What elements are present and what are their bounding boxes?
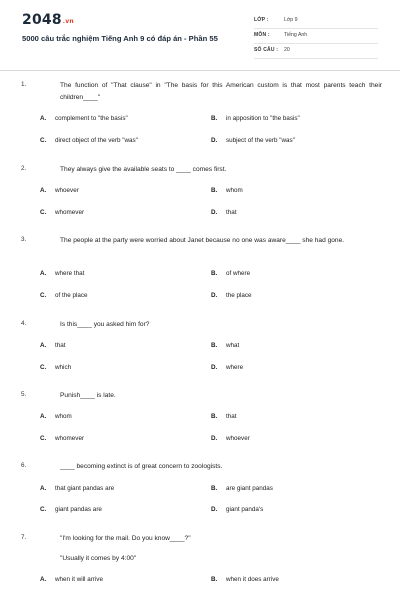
- option-letter: B.: [211, 576, 218, 583]
- question-number: 3.: [21, 236, 27, 243]
- option-text: complement to "the basis": [55, 115, 128, 122]
- option-text: whom: [226, 187, 243, 194]
- option-letter: B.: [211, 187, 218, 194]
- document-title: 5000 câu trắc nghiệm Tiếng Anh 9 có đáp án - Phần 55: [22, 34, 218, 43]
- meta-value: Lớp 9: [284, 17, 298, 23]
- option-a[interactable]: [40, 187, 79, 194]
- meta-row-class: [254, 14, 378, 29]
- document-meta: [254, 14, 378, 59]
- option-letter: B.: [211, 115, 218, 122]
- option-text: in apposition to "the basis": [226, 115, 300, 122]
- option-letter: C.: [40, 435, 47, 442]
- option-c[interactable]: [40, 364, 71, 371]
- question-reply-text: "Usually it comes by 4:00": [60, 555, 137, 562]
- option-letter: D.: [211, 137, 218, 144]
- option-letter: A.: [40, 485, 47, 492]
- meta-key: LỚP :: [254, 17, 269, 23]
- option-text: where: [226, 364, 244, 371]
- option-a[interactable]: [40, 342, 66, 349]
- option-letter: D.: [211, 292, 218, 299]
- meta-value: 20: [284, 47, 290, 53]
- question-text: Is this____ you asked him for?: [60, 321, 150, 328]
- option-b[interactable]: [211, 115, 300, 122]
- option-text: when it does arrive: [226, 576, 279, 583]
- option-text: that: [226, 209, 237, 216]
- option-c[interactable]: [40, 506, 102, 513]
- question-text: The people at the party were worried about Janet because no one was aware____ she had gone.: [60, 237, 345, 244]
- question-text: Punish____ is late.: [60, 392, 116, 399]
- option-letter: D.: [211, 435, 218, 442]
- option-text: whomever: [55, 209, 85, 216]
- option-text: whom: [55, 413, 72, 420]
- option-letter: D.: [211, 364, 218, 371]
- option-b[interactable]: [211, 270, 250, 277]
- option-letter: B.: [211, 270, 218, 277]
- option-d[interactable]: [211, 137, 295, 144]
- option-letter: C.: [40, 209, 47, 216]
- question-number: 7.: [21, 534, 27, 541]
- option-d[interactable]: [211, 209, 237, 216]
- logo-text: 2048: [22, 12, 62, 28]
- option-text: giant panda's: [226, 506, 264, 513]
- option-letter: A.: [40, 115, 47, 122]
- logo-tld: .vn: [62, 18, 74, 25]
- meta-key: SỐ CÂU :: [254, 47, 279, 53]
- site-logo[interactable]: [22, 12, 74, 28]
- option-b[interactable]: [211, 342, 239, 349]
- option-letter: A.: [40, 413, 47, 420]
- option-a[interactable]: [40, 485, 114, 492]
- question-number: 2.: [21, 165, 27, 172]
- option-c[interactable]: [40, 292, 88, 299]
- option-letter: B.: [211, 485, 218, 492]
- meta-value: Tiếng Anh: [284, 32, 308, 38]
- option-text: which: [55, 364, 72, 371]
- option-letter: C.: [40, 506, 47, 513]
- option-b[interactable]: [211, 187, 243, 194]
- option-a[interactable]: [40, 576, 103, 583]
- option-d[interactable]: [211, 506, 263, 513]
- option-d[interactable]: [211, 364, 243, 371]
- question-number: 1.: [21, 81, 27, 88]
- question-number: 5.: [21, 391, 27, 398]
- option-text: giant pandas are: [55, 506, 102, 513]
- option-text: that giant pandas are: [55, 485, 115, 492]
- option-letter: C.: [40, 292, 47, 299]
- option-a[interactable]: [40, 413, 72, 420]
- option-text: whoever: [55, 187, 79, 194]
- option-d[interactable]: [211, 435, 250, 442]
- header-divider: [0, 70, 400, 71]
- option-text: of where: [226, 270, 251, 277]
- page-header: [0, 0, 400, 70]
- question-number: 6.: [21, 462, 27, 469]
- option-d[interactable]: [211, 292, 252, 299]
- option-c[interactable]: [40, 209, 84, 216]
- option-a[interactable]: [40, 115, 128, 122]
- question-text: They always give the available seats to ____ comes first.: [60, 166, 227, 173]
- option-text: whomever: [55, 435, 85, 442]
- option-letter: A.: [40, 187, 47, 194]
- option-text: that: [226, 413, 237, 420]
- question-text: ____ becoming extinct is of great concern to zoologists.: [60, 463, 223, 470]
- option-text: the place: [226, 292, 252, 299]
- option-letter: D.: [211, 209, 218, 216]
- option-text: when it will arrive: [55, 576, 103, 583]
- meta-row-subject: [254, 29, 378, 44]
- option-c[interactable]: [40, 137, 138, 144]
- meta-row-count: [254, 44, 378, 59]
- option-letter: B.: [211, 342, 218, 349]
- option-b[interactable]: [211, 413, 237, 420]
- option-letter: D.: [211, 506, 218, 513]
- option-text: of the place: [55, 292, 88, 299]
- option-letter: A.: [40, 270, 47, 277]
- option-b[interactable]: [211, 576, 279, 583]
- option-c[interactable]: [40, 435, 84, 442]
- question-text: The function of "That clause" in "The basis for this American custom is that most parents teach their children____": [60, 82, 382, 101]
- option-text: whoever: [226, 435, 250, 442]
- option-text: that: [55, 342, 66, 349]
- meta-key: MÔN :: [254, 32, 270, 38]
- question-text: "I'm looking for the mail. Do you know____?": [60, 535, 191, 542]
- option-text: where that: [55, 270, 85, 277]
- option-b[interactable]: [211, 485, 273, 492]
- option-letter: B.: [211, 413, 218, 420]
- option-text: what: [226, 342, 240, 349]
- option-letter: A.: [40, 342, 47, 349]
- option-letter: C.: [40, 137, 47, 144]
- option-letter: C.: [40, 364, 47, 371]
- option-text: subject of the verb "was": [226, 137, 295, 144]
- question-number: 4.: [21, 320, 27, 327]
- option-letter: A.: [40, 576, 47, 583]
- option-text: are giant pandas: [226, 485, 273, 492]
- option-text: direct object of the verb "was": [55, 137, 138, 144]
- option-a[interactable]: [40, 270, 84, 277]
